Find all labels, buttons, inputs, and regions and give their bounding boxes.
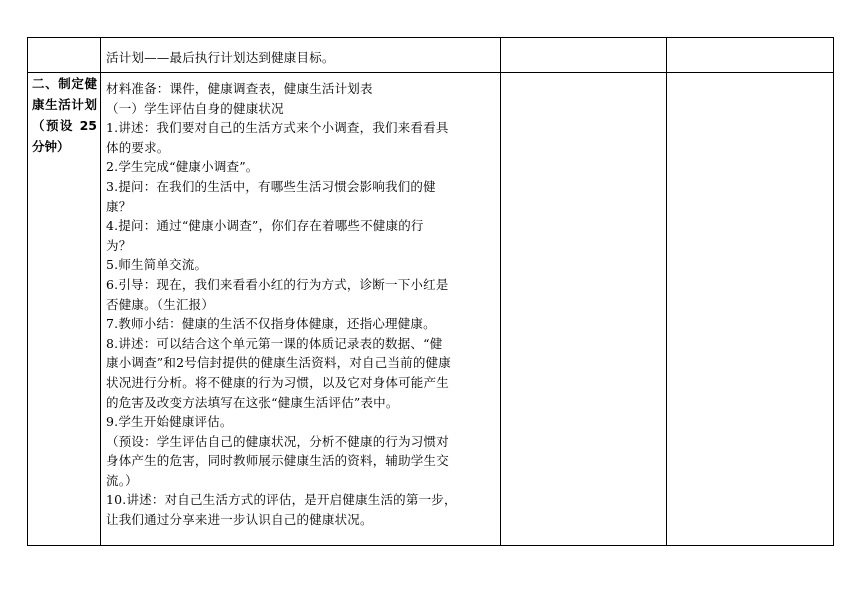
stage-label: 二、制定健康生活计划（预设 25 分钟） [32,76,97,154]
process-line: 5.师生简单交流。 [106,257,208,273]
process-line: 1.讲述：我们要对自己的生活方式来个小调查，我们来看看具 [106,120,449,136]
stage-cell [28,73,101,546]
process-line: 康？ [106,198,132,214]
process-line: 状况进行分析。将不健康的行为习惯，以及它对身体可能产生 [106,374,449,390]
process-line: 8.讲述：可以结合这个单元第一课的体质记录表的数据、“健 [106,335,443,351]
process-line: 让我们通过分享来进一步认识自己的健康状况。 [106,512,373,528]
process-cell-top [101,38,501,73]
table-row [28,38,834,73]
design-intent-cell-top [667,38,834,73]
process-line: 否健康。（生汇报） [106,296,215,312]
stage-cell-empty [28,38,101,73]
process-cell [101,73,501,546]
student-activity-cell-top [501,38,667,73]
process-line: 为？ [106,237,132,253]
process-line: 康小调查”和2号信封提供的健康生活资料，对自己当前的健康 [106,355,451,371]
process-text-block [101,73,500,530]
process-line: （预设：学生评估自己的健康状况，分析不健康的行为习惯对 [106,433,449,449]
process-line: 活计划——最后执行计划达到健康目标。 [106,50,335,65]
table-row [28,73,834,546]
process-line: 身体产生的危害，同时教师展示健康生活的资料，辅助学生交 [106,453,449,469]
process-line: 10.讲述：对自己生活方式的评估，是开启健康生活的第一步， [106,492,457,508]
process-line: 7.教师小结：健康的生活不仅指身体健康，还指心理健康。 [106,316,436,332]
student-activity-cell [501,73,667,546]
process-line: 4.提问：通过“健康小调查”，你们存在着哪些不健康的行 [106,218,424,234]
process-line: 体的要求。 [106,139,170,155]
process-line: 材料准备：课件，健康调查表，健康生活计划表 [106,81,373,96]
design-intent-cell [667,73,834,546]
process-line: 2.学生完成“健康小调查”。 [106,159,259,175]
lesson-plan-table [27,37,834,546]
process-line: 6.引导：现在，我们来看看小红的行为方式，诊断一下小红是 [106,276,449,292]
process-line: 流。） [106,472,138,488]
process-line: 3.提问：在我们的生活中，有哪些生活习惯会影响我们的健 [106,178,436,194]
process-line: 9.学生开始健康评估。 [106,414,233,430]
process-line: 的危害及改变方法填写在这张“健康生活评估”表中。 [106,394,399,410]
process-line: （一）学生评估自身的健康状况 [106,100,284,116]
